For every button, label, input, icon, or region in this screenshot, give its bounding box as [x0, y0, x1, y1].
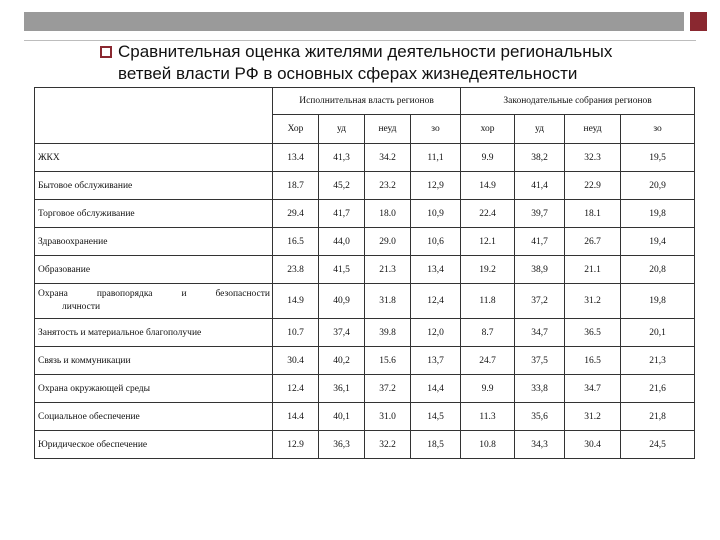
row-label: ЖКХ [35, 144, 273, 172]
row-label: Охрана окружающей среды [35, 375, 273, 403]
row-label: Социальное обеспечение [35, 403, 273, 431]
value-cell: 10,9 [411, 200, 461, 228]
value-cell: 34,7 [515, 319, 565, 347]
row-label: Юридическое обеспечение [35, 431, 273, 459]
value-cell: 18,5 [411, 431, 461, 459]
value-cell: 12,4 [411, 284, 461, 319]
value-cell: 19,4 [621, 228, 695, 256]
value-cell: 19.2 [461, 256, 515, 284]
value-cell: 14,5 [411, 403, 461, 431]
value-cell: 26.7 [565, 228, 621, 256]
value-cell: 12,9 [411, 172, 461, 200]
table-row [35, 403, 695, 431]
value-cell: 36,3 [319, 431, 365, 459]
table-row [35, 228, 695, 256]
value-cell: 32.3 [565, 144, 621, 172]
row-label: Связь и коммуникации [35, 347, 273, 375]
value-cell: 37,2 [515, 284, 565, 319]
row-label: Образование [35, 256, 273, 284]
value-cell: 33,8 [515, 375, 565, 403]
value-cell: 9.9 [461, 144, 515, 172]
value-cell: 22.9 [565, 172, 621, 200]
value-cell: 11.8 [461, 284, 515, 319]
group-header-executive: Исполнительная власть регионов [273, 88, 461, 115]
header-corner-cell [35, 88, 273, 144]
row-label-line1: Охрана правопорядка и безопасности [38, 289, 270, 299]
value-cell: 34.7 [565, 375, 621, 403]
table-row [35, 200, 695, 228]
value-cell: 14.9 [461, 172, 515, 200]
table-row [35, 256, 695, 284]
row-label: Занятость и материальное благополучие [35, 319, 273, 347]
comparison-table [34, 87, 695, 459]
value-cell: 13,7 [411, 347, 461, 375]
value-cell: 21.1 [565, 256, 621, 284]
value-cell: 12,0 [411, 319, 461, 347]
value-cell: 31.0 [365, 403, 411, 431]
subheader-cell: зо [621, 115, 695, 144]
value-cell: 20,9 [621, 172, 695, 200]
value-cell: 23.2 [365, 172, 411, 200]
value-cell: 21,3 [621, 347, 695, 375]
value-cell: 10.7 [273, 319, 319, 347]
value-cell: 40,2 [319, 347, 365, 375]
value-cell: 39,7 [515, 200, 565, 228]
value-cell: 39.8 [365, 319, 411, 347]
value-cell: 12.1 [461, 228, 515, 256]
value-cell: 14,4 [411, 375, 461, 403]
value-cell: 38,9 [515, 256, 565, 284]
table-row [35, 284, 695, 319]
value-cell: 31.2 [565, 284, 621, 319]
value-cell: 12.4 [273, 375, 319, 403]
value-cell: 40,9 [319, 284, 365, 319]
table-header-groups [35, 88, 695, 115]
value-cell: 21,6 [621, 375, 695, 403]
value-cell: 19,5 [621, 144, 695, 172]
subheader-cell: зо [411, 115, 461, 144]
page-title-line1: Сравнительная оценка жителями деятельности региональных [118, 42, 613, 61]
value-cell: 34,3 [515, 431, 565, 459]
value-cell: 32.2 [365, 431, 411, 459]
value-cell: 14.4 [273, 403, 319, 431]
value-cell: 18.1 [565, 200, 621, 228]
subheader-cell: Хор [273, 115, 319, 144]
row-label-line2: личности [62, 302, 101, 312]
value-cell: 34.2 [365, 144, 411, 172]
value-cell: 41,7 [515, 228, 565, 256]
subheader-cell: уд [319, 115, 365, 144]
value-cell: 10.8 [461, 431, 515, 459]
value-cell: 19,8 [621, 200, 695, 228]
value-cell: 12.9 [273, 431, 319, 459]
value-cell: 41,5 [319, 256, 365, 284]
value-cell: 8.7 [461, 319, 515, 347]
subheader-cell: неуд [565, 115, 621, 144]
row-label: Здравоохранение [35, 228, 273, 256]
value-cell: 19,8 [621, 284, 695, 319]
value-cell: 23.8 [273, 256, 319, 284]
value-cell: 18.7 [273, 172, 319, 200]
value-cell: 38,2 [515, 144, 565, 172]
value-cell: 16.5 [273, 228, 319, 256]
value-cell: 24.7 [461, 347, 515, 375]
value-cell: 41,7 [319, 200, 365, 228]
value-cell: 30.4 [565, 431, 621, 459]
value-cell: 36,1 [319, 375, 365, 403]
value-cell: 24,5 [621, 431, 695, 459]
value-cell: 10,6 [411, 228, 461, 256]
decorative-header-bar [24, 12, 684, 31]
page-title-line2: ветвей власти РФ в основных сферах жизнедеятельности [118, 64, 578, 83]
table-row [35, 319, 695, 347]
subheader-cell: неуд [365, 115, 411, 144]
value-cell: 11.3 [461, 403, 515, 431]
value-cell: 31.8 [365, 284, 411, 319]
row-label: Бытовое обслуживание [35, 172, 273, 200]
value-cell: 31.2 [565, 403, 621, 431]
value-cell: 29.4 [273, 200, 319, 228]
value-cell: 30.4 [273, 347, 319, 375]
value-cell: 21,8 [621, 403, 695, 431]
subheader-cell: хор [461, 115, 515, 144]
value-cell: 41,3 [319, 144, 365, 172]
value-cell: 15.6 [365, 347, 411, 375]
table-row [35, 347, 695, 375]
value-cell: 11,1 [411, 144, 461, 172]
table-row [35, 431, 695, 459]
value-cell: 9.9 [461, 375, 515, 403]
value-cell: 41,4 [515, 172, 565, 200]
value-cell: 13,4 [411, 256, 461, 284]
value-cell: 18.0 [365, 200, 411, 228]
value-cell: 22.4 [461, 200, 515, 228]
row-label [35, 284, 273, 319]
page-title [118, 41, 708, 85]
table-row [35, 172, 695, 200]
value-cell: 29.0 [365, 228, 411, 256]
title-bullet-icon [100, 46, 112, 58]
table-row [35, 144, 695, 172]
decorative-accent-square [690, 12, 707, 31]
value-cell: 45,2 [319, 172, 365, 200]
table-row [35, 375, 695, 403]
row-label: Торговое обслуживание [35, 200, 273, 228]
value-cell: 20,1 [621, 319, 695, 347]
value-cell: 37.2 [365, 375, 411, 403]
value-cell: 14.9 [273, 284, 319, 319]
value-cell: 37,4 [319, 319, 365, 347]
value-cell: 35,6 [515, 403, 565, 431]
value-cell: 13.4 [273, 144, 319, 172]
group-header-legislative: Законодательные собрания регионов [461, 88, 695, 115]
value-cell: 16.5 [565, 347, 621, 375]
value-cell: 36.5 [565, 319, 621, 347]
subheader-cell: уд [515, 115, 565, 144]
value-cell: 21.3 [365, 256, 411, 284]
value-cell: 44,0 [319, 228, 365, 256]
value-cell: 40,1 [319, 403, 365, 431]
value-cell: 37,5 [515, 347, 565, 375]
value-cell: 20,8 [621, 256, 695, 284]
